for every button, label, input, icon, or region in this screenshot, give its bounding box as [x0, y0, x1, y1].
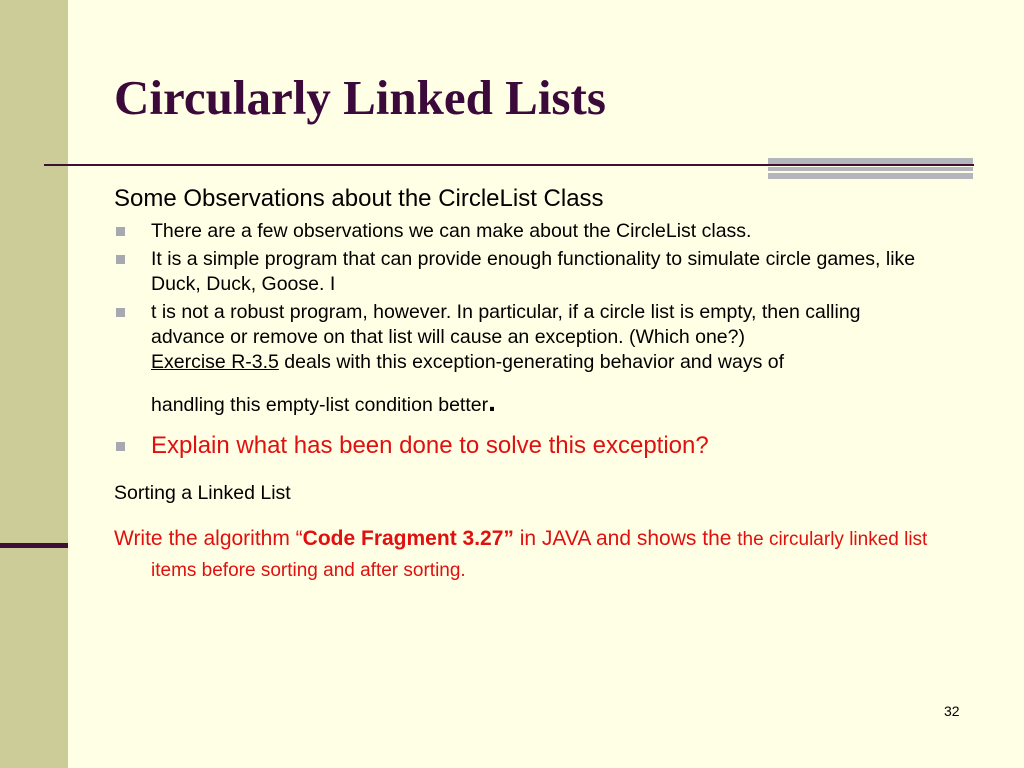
square-bullet-icon — [116, 255, 125, 264]
decor-stripe — [768, 158, 973, 164]
sub-heading: Sorting a Linked List — [114, 482, 291, 504]
question-text: Explain what has been done to solve this exception? — [151, 432, 709, 459]
square-bullet-icon — [116, 227, 125, 236]
side-rule — [0, 543, 68, 548]
question-item — [114, 430, 934, 462]
side-band — [0, 0, 68, 768]
decor-stripe — [768, 173, 973, 179]
section-heading: Some Observations about the CircleList Class — [114, 185, 604, 212]
task-prefix: Write the algorithm “ — [114, 527, 303, 550]
title-divider — [44, 164, 974, 166]
slide-title: Circularly Linked Lists — [114, 70, 606, 125]
square-bullet-icon — [116, 442, 125, 451]
bullet-item — [114, 247, 934, 297]
task-small: the circularly linked list items before sorting and after sorting. — [151, 529, 928, 581]
bullet-text: It is a simple program that can provide enough functionality to simulate circle games, like Duck, Duck, Goose. I — [151, 248, 916, 295]
page-number: 32 — [944, 703, 960, 719]
square-bullet-icon — [116, 308, 125, 317]
bullet-period: . — [488, 386, 496, 417]
task-bold: Code Fragment 3.27” — [302, 527, 514, 550]
bullet-text: handling this empty-list condition better — [151, 394, 489, 416]
bullet-text: deals with this exception-generating behavior and ways of — [278, 351, 785, 373]
decor-stripe — [768, 167, 973, 171]
bullet-text: t is not a robust program, however. In particular, if a circle list is empty, then calling advance or remove on that list will cause an exception. (Which one?) — [151, 301, 861, 348]
task-paragraph — [114, 524, 934, 586]
bullet-list — [114, 219, 934, 462]
task-mid: in JAVA and shows the — [513, 527, 738, 550]
bullet-item — [114, 219, 934, 244]
exercise-link[interactable]: Exercise R-3.5 — [151, 351, 279, 373]
bullet-item — [114, 300, 934, 418]
slide-body — [114, 182, 934, 586]
bullet-text: There are a few observations we can make about the CircleList class. — [151, 220, 752, 242]
